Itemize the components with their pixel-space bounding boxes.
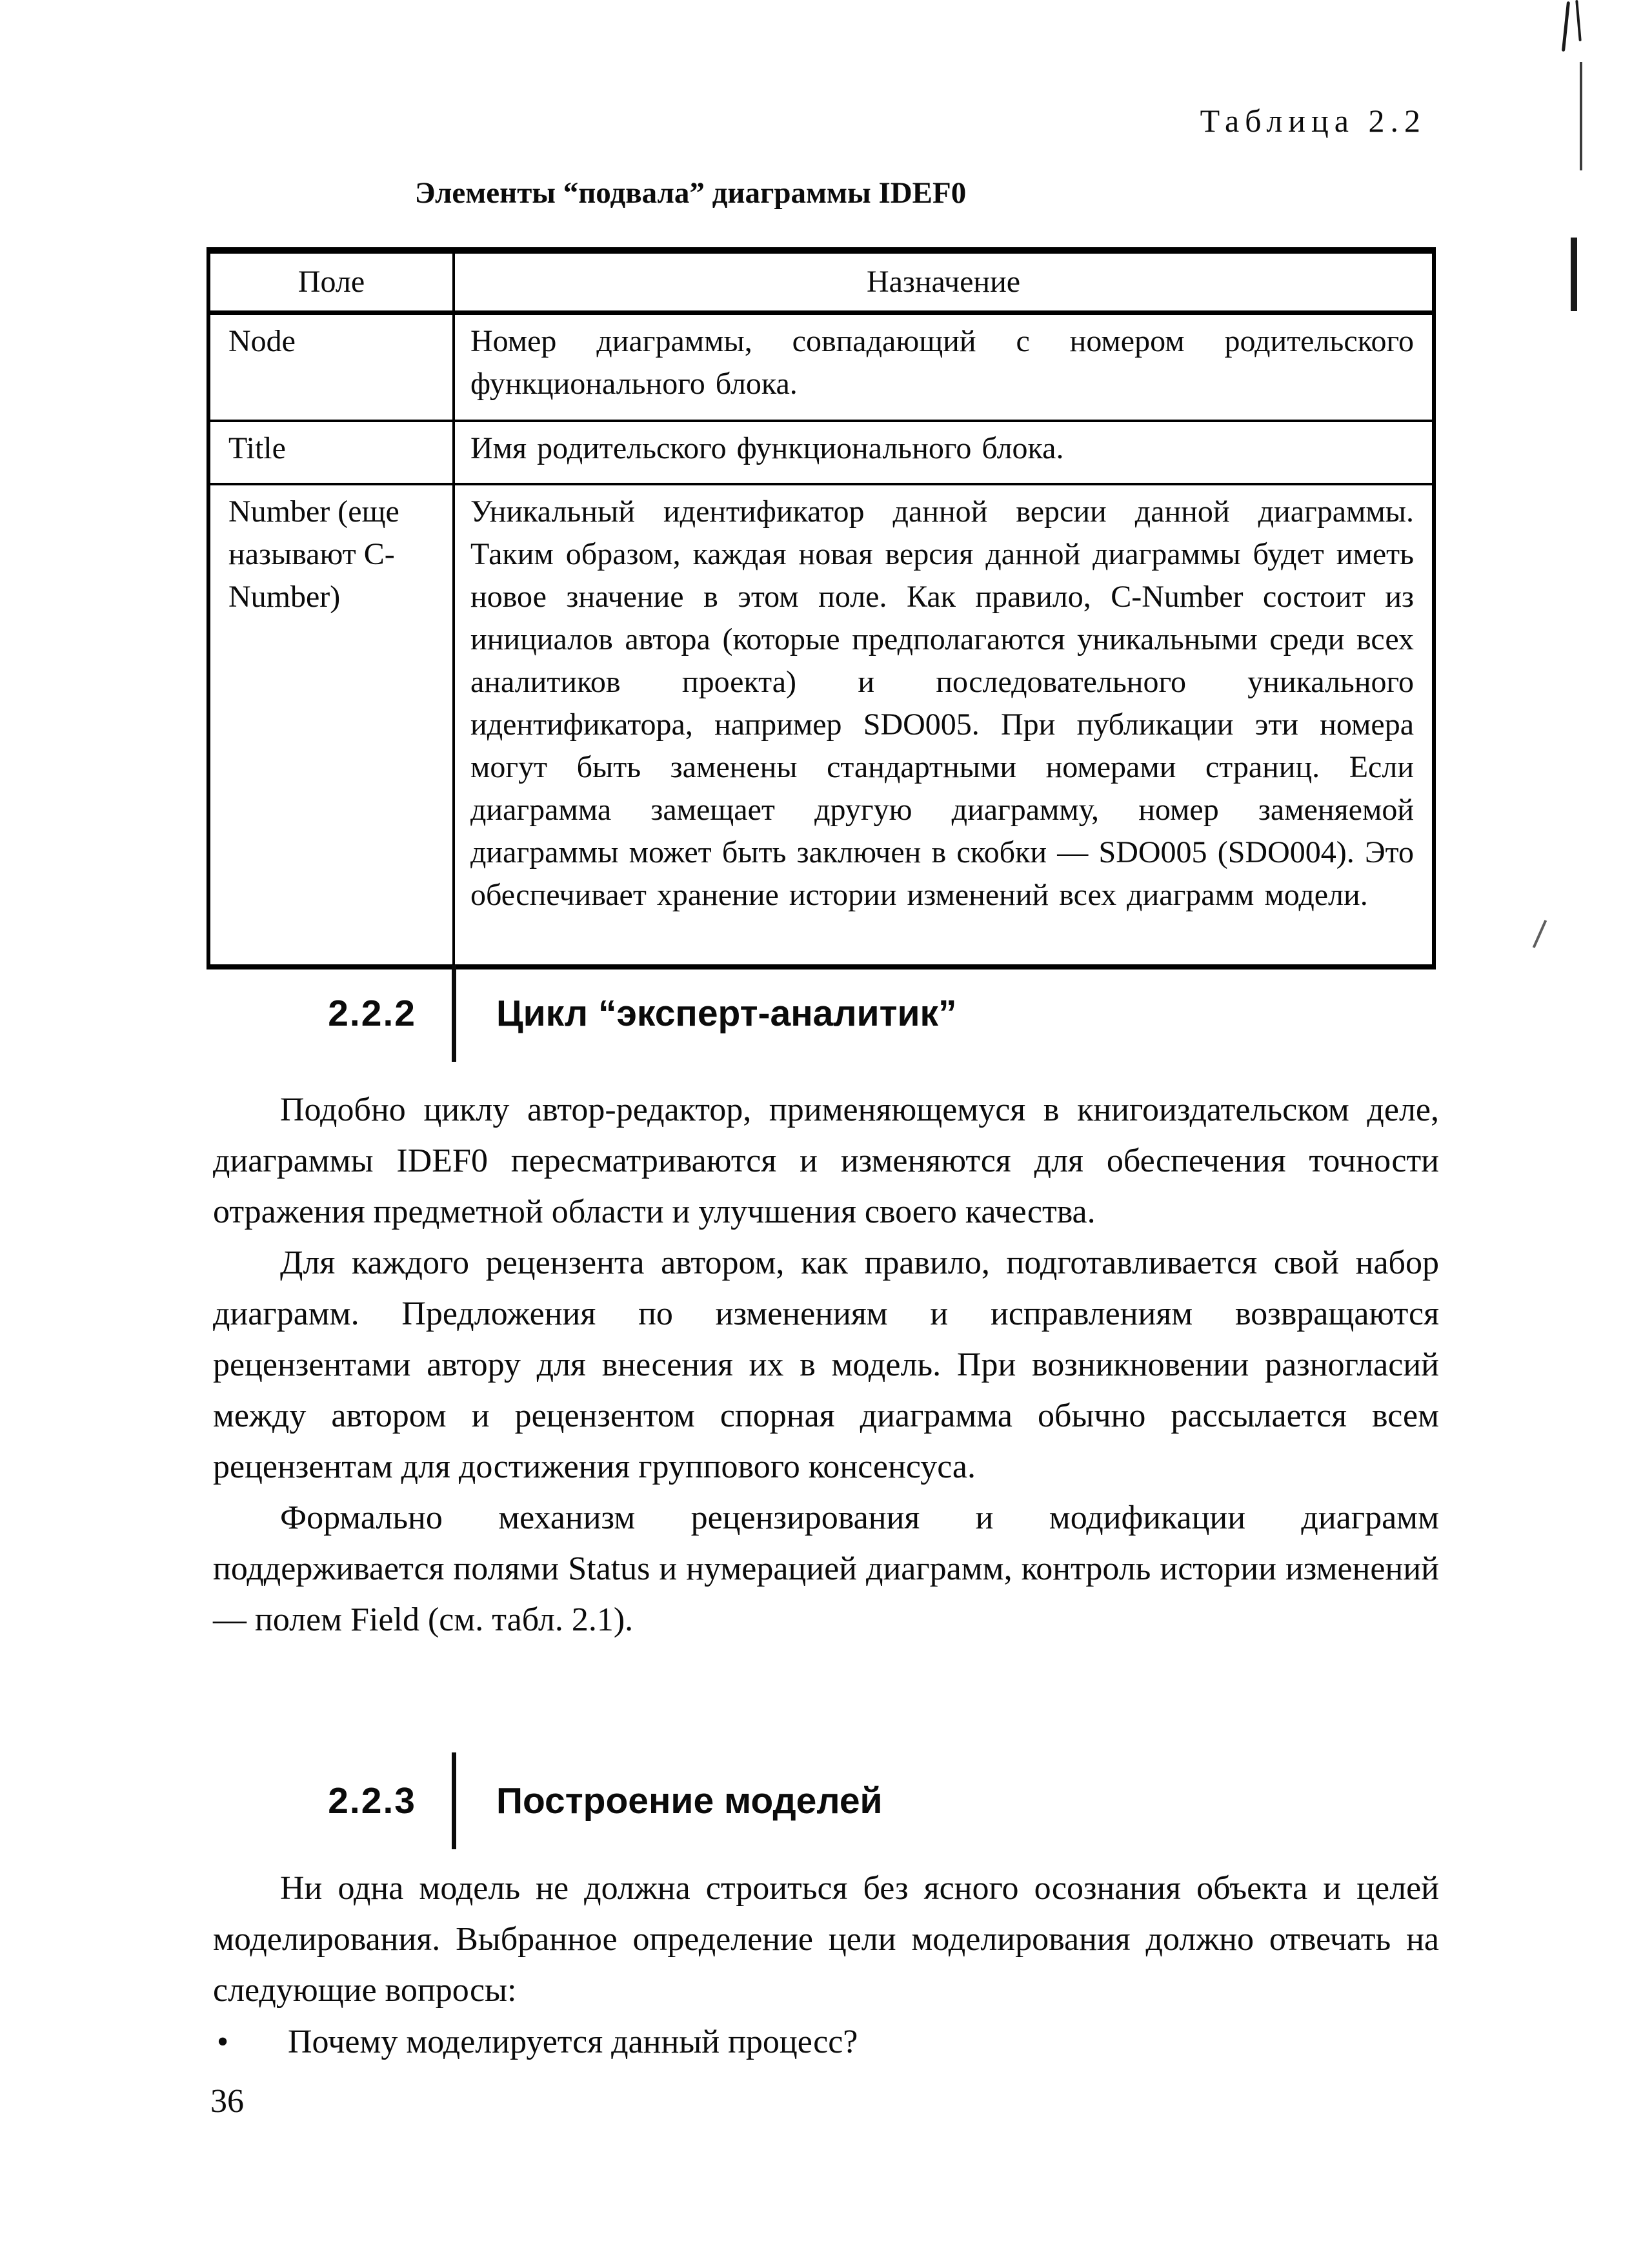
- table-row: [208, 421, 1434, 484]
- paragraph: Для каждого рецензента автором, как правило, подготавливается свой набор диаграмм. Предложения по изменениям и исправлениям возвращаются рецензентами автору для внесения их в модель. При возникновении разногласий между автором и рецензентом спорная диаграмма обычно рассылается всем рецензентам для достижения группового консенсуса.: [213, 1244, 1439, 1485]
- section-title: Цикл “эксперт-аналитик”: [496, 993, 957, 1034]
- scan-artifact: [1575, 0, 1582, 41]
- scan-artifact: [1533, 920, 1547, 948]
- section-heading-rule: [452, 1752, 456, 1849]
- section-2-2-3-paragraphs: [213, 1863, 1439, 2016]
- table-row: [208, 313, 1434, 421]
- bullet-text: Почему моделируется данный процесс?: [288, 2024, 858, 2060]
- bullet-list-item: [213, 2016, 1439, 2067]
- section-number: 2.2.2: [328, 993, 416, 1034]
- section-2-2-2-paragraphs: [213, 1084, 1439, 1645]
- purpose-cell: Имя родительского функционального блока.: [454, 421, 1434, 484]
- bullet-icon: •: [217, 2024, 229, 2060]
- paragraph: Ни одна модель не должна строиться без ясного осознания объекта и целей моделирования. Выбранное определение цели моделирования должно отвечать на следующие вопросы:: [213, 1870, 1439, 2009]
- table-header-field: Поле: [208, 250, 454, 313]
- paragraph: Подобно циклу автор-редактор, применяющемуся в книгоиздательском деле, диаграммы IDEF0 пересматриваются и изменяются для обеспечения точности отражения предметной области и улучшения своего качества.: [213, 1091, 1439, 1230]
- purpose-cell: Уникальный идентификатор данной версии данной диаграммы. Таким образом, каждая новая версия данной диаграммы будет иметь новое значение в этом поле. Как правило, C-Number состоит из инициалов автора (которые предполагаются уникальными среди всех аналитиков проекта) и последовательного уникального идентификатора, например SDO005. При публикации эти номера могут быть заменены стандартными номерами страниц. Если диаграмма замещает другую диаграмму, номер заменяемой диаграммы может быть заключен в скобки — SDO005 (SDO004). Это обеспечивает хранение истории изменений всех диаграмм модели.: [454, 484, 1434, 967]
- table-title: Элементы “подвала” диаграммы IDEF0: [414, 176, 967, 210]
- scan-artifact: [1562, 1, 1570, 52]
- purpose-cell: Номер диаграммы, совпадающий с номером родительского функционального блока.: [454, 313, 1434, 421]
- section-heading-2-2-2: [213, 962, 1439, 1065]
- field-cell: Title: [208, 421, 454, 484]
- section-heading-2-2-3: [213, 1749, 1439, 1852]
- table-row: [208, 484, 1434, 967]
- page-number: 36: [210, 2083, 244, 2120]
- scan-artifact: [1580, 62, 1582, 170]
- field-cell: Node: [208, 313, 454, 421]
- section-title: Построение моделей: [496, 1780, 883, 1822]
- table-header-row: [208, 250, 1434, 313]
- table-header-purpose: Назначение: [454, 250, 1434, 313]
- section-heading-rule: [452, 965, 456, 1062]
- paragraph: Формально механизм рецензирования и модификации диаграмм поддерживается полями Status и нумерацией диаграмм, контроль истории изменений — полем Field (см. табл. 2.1).: [213, 1499, 1439, 1638]
- table-caption: Таблица 2.2: [1200, 103, 1426, 139]
- field-cell: Number (еще называют C-Number): [208, 484, 454, 967]
- idef0-footer-elements-table: [206, 247, 1436, 969]
- section-number: 2.2.3: [328, 1780, 416, 1822]
- scan-artifact: [1571, 238, 1577, 311]
